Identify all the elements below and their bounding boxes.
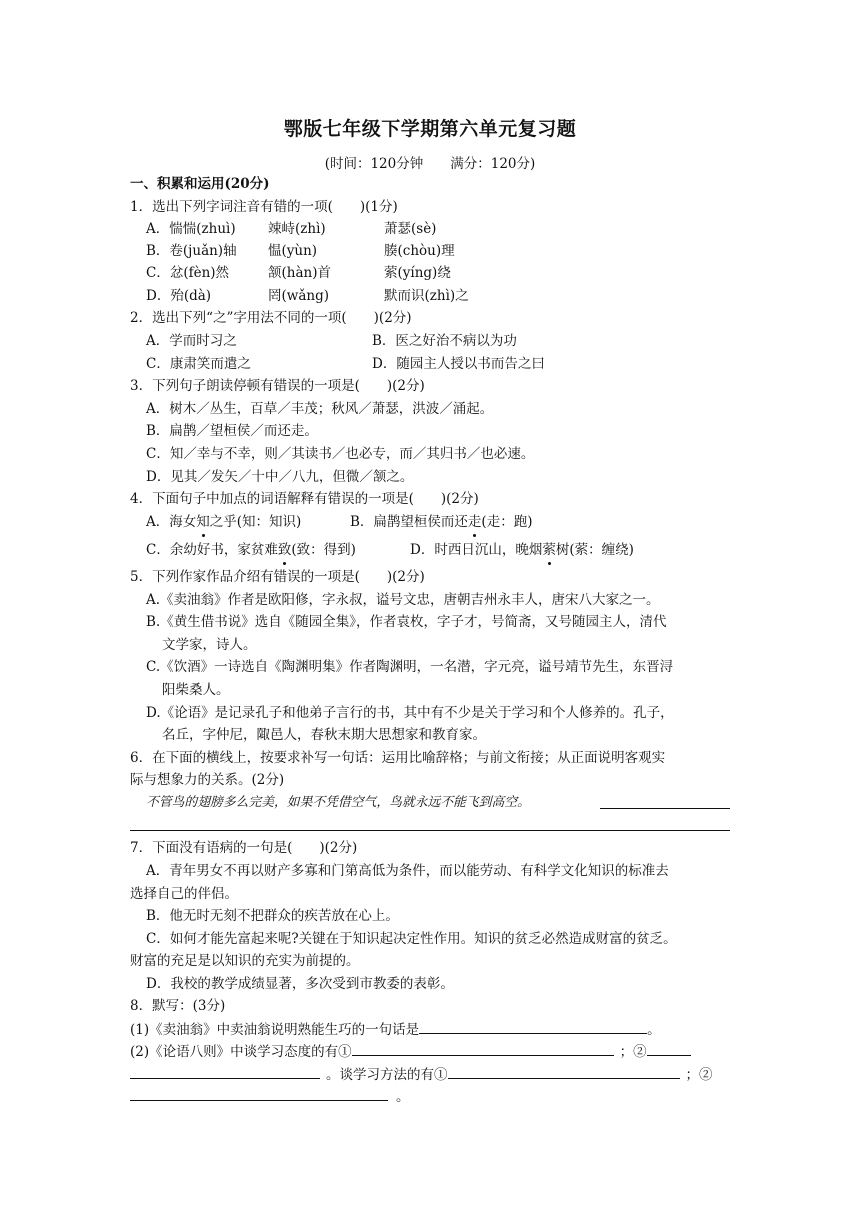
question-4-row-cd [146, 540, 746, 562]
answer-blank[interactable] [130, 1086, 388, 1101]
option-text: 竦峙(zhì) [268, 221, 326, 237]
prompt-text: (2)《论语八则》中谈学习态度的有① [130, 1044, 352, 1060]
prompt-text: 。 [647, 1022, 661, 1038]
question-4-stem: 4．下面句子中加点的词语解释有错误的一项是( )(2分) [130, 491, 479, 507]
option-text: 默而识(zhì)之 [384, 288, 469, 304]
question-5-option-d-cont: 名丘，字仲尼，陬邑人，春秋末期大思想家和教育家。 [162, 727, 486, 743]
option-text: 腠(chòu)理 [384, 243, 455, 259]
question-3-option-d: D．见其／发矢／十中／八九，但微／颔之。 [146, 469, 414, 485]
prompt-text: ；② [619, 1044, 647, 1060]
question-5-option-d: D.《论语》是记录孔子和他弟子言行的书，其中有不少是关于学习和个人修养的。孔子， [146, 705, 674, 721]
question-3-option-b: B．扁鹊／望桓侯／而还走。 [146, 423, 318, 439]
option-text: B．医之好治不病以为功 [372, 333, 517, 349]
question-7-option-b: B．他无时无刻不把群众的疾苦放在心上。 [146, 908, 399, 924]
question-1-row-b [146, 241, 746, 261]
option-text: 萧瑟(sè) [384, 221, 437, 237]
question-7-option-a-cont: 选择自己的伴侣。 [130, 886, 238, 902]
option-text: A．海女知之乎(知：知识) [146, 514, 302, 530]
option-text: D．随园主人授以书而告之曰 [372, 356, 545, 372]
option-text: A．学而时习之 [146, 333, 237, 349]
question-2-stem: 2．选出下列“之”字用法不同的一项( )(2分) [130, 310, 412, 326]
question-8-part-2-cont [130, 1064, 730, 1085]
prompt-text: 。谈学习方法的有① [326, 1067, 448, 1083]
dotted-char: 知 [196, 514, 210, 530]
option-text: 罔(wǎng) [268, 288, 329, 304]
answer-blank[interactable] [600, 808, 730, 809]
page-title: 鄂版七年级下学期第六单元复习题 [283, 118, 577, 140]
question-1-row-c [146, 263, 746, 283]
answer-blank[interactable] [130, 1064, 320, 1079]
section-heading: 一、积累和运用(20分) [130, 176, 270, 192]
question-6-given-sentence: 不管鸟的翅膀多么完美，如果不凭借空气，鸟就永远不能飞到高空。 [146, 795, 530, 810]
page-subtitle: (时间：120分钟 满分：120分) [324, 156, 536, 172]
answer-blank[interactable] [130, 830, 730, 831]
option-text: 愠(yùn) [268, 243, 318, 259]
option-text: B．扁鹊望桓侯而还走(走：跑) [350, 514, 533, 530]
option-text: C．余幼好书，家贫难致(致：得到) [146, 542, 356, 558]
prompt-text: ；② [685, 1067, 713, 1083]
answer-blank[interactable] [352, 1041, 614, 1056]
question-8-part-2 [130, 1041, 730, 1062]
question-3-option-c: C．知／幸与不幸，则／其读书／也必专，而／其归书／也必速。 [146, 446, 535, 462]
question-7-option-a: A．青年男女不再以财产多寡和门第高低为条件，而以能劳动、有科学文化知识的标准去 [146, 863, 669, 879]
option-text: C．康肃笑而遣之 [146, 356, 251, 372]
question-5-stem: 5．下列作家作品介绍有错误的一项是( )(2分) [130, 569, 425, 585]
answer-blank[interactable] [448, 1064, 680, 1079]
dotted-char: 萦 [542, 542, 556, 558]
question-5-option-c: C.《饮酒》一诗选自《陶渊明集》作者陶渊明，一名潜，字元亮，谥号靖节先生，东晋浔 [146, 659, 674, 675]
option-text: A．惴惴(zhuì) [146, 221, 236, 237]
answer-blank[interactable] [647, 1041, 691, 1056]
question-5-option-b: B.《黄生借书说》选自《随园全集》，作者袁枚，字子才，号简斋，又号随园主人，清代 [146, 614, 667, 630]
question-5-option-c-cont: 阳柴桑人。 [162, 682, 230, 698]
question-6-stem-cont: 际与想象力的关系。(2分) [130, 772, 285, 788]
question-7-option-c: C．如何才能先富起来呢?关键在于知识起决定性作用。知识的贫乏必然造成财富的贫乏。 [146, 931, 677, 947]
question-8-part-3-cont [130, 1086, 730, 1107]
question-1-row-d [146, 286, 746, 306]
question-2-row-cd [146, 354, 746, 374]
option-text: B．卷(juǎn)轴 [146, 243, 237, 259]
option-text: 颔(hàn)首 [268, 265, 331, 281]
option-text: D．时西日沉山，晚烟萦树(萦：缠绕) [410, 542, 634, 558]
option-text: 萦(yíng)绕 [384, 265, 451, 281]
question-3-option-a: A．树木／丛生，百草／丰茂；秋风／萧瑟，洪波／涌起。 [146, 401, 494, 417]
question-8-stem: 8．默写：(3分) [130, 998, 226, 1014]
prompt-text: (1)《卖油翁》中卖油翁说明熟能生巧的一句话是 [130, 1022, 420, 1038]
dotted-char: 走 [467, 514, 482, 530]
question-8-part-1 [130, 1019, 730, 1040]
question-5-option-a: A.《卖油翁》作者是欧阳修，字永叔，谥号文忠，唐朝吉州永丰人，唐宋八大家之一。 [146, 592, 660, 608]
question-6-stem: 6．在下面的横线上，按要求补写一句话：运用比喻辞格；与前文衔接；从正面说明客观实 [130, 750, 666, 766]
dotted-char: 致 [277, 542, 292, 558]
question-5-option-b-cont: 文学家，诗人。 [162, 637, 257, 653]
question-3-stem: 3．下列句子朗读停顿有错误的一项是( )(2分) [130, 378, 425, 394]
option-text: D．殆(dà) [146, 288, 212, 304]
question-4-row-ab [146, 512, 746, 534]
answer-blank[interactable] [419, 1019, 647, 1034]
option-text: C．忿(fèn)然 [146, 265, 230, 281]
question-7-stem: 7．下面没有语病的一句是( )(2分) [130, 840, 358, 856]
question-7-option-c-cont: 财富的充足是以知识的充实为前提的。 [130, 953, 360, 969]
question-2-row-ab [146, 331, 746, 351]
prompt-text: 。 [396, 1089, 410, 1105]
question-1-row-a [146, 219, 746, 239]
question-7-option-d: D．我校的教学成绩显著，多次受到市教委的表彰。 [146, 976, 454, 992]
question-1-stem: 1．选出下列字词注音有错的一项( )(1分) [130, 199, 398, 215]
